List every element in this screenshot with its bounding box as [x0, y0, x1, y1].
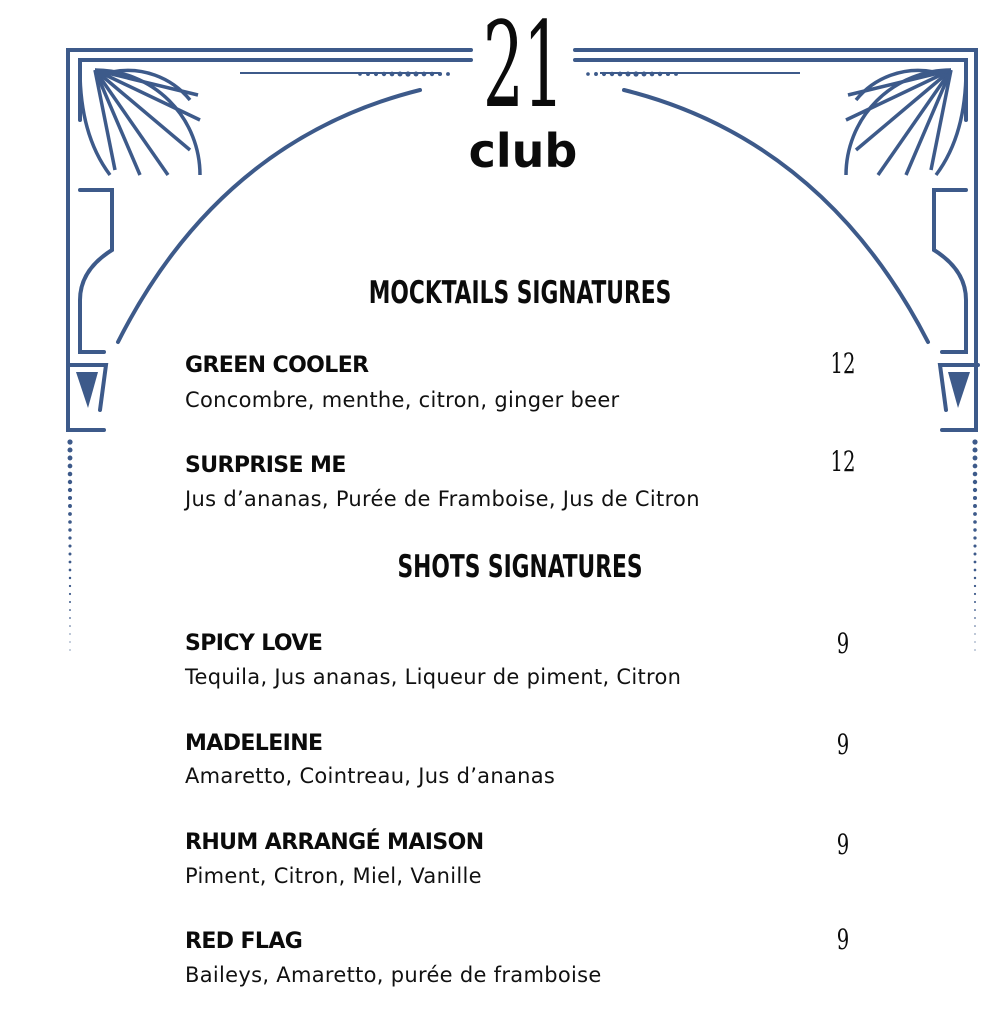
item-description: Baileys, Amaretto, purée de framboise — [185, 963, 602, 987]
item-name: SURPRISE ME — [185, 453, 346, 478]
item-description: Tequila, Jus ananas, Liqueur de piment, Citron — [185, 665, 682, 689]
section-title-shots: SHOTS SIGNATURES — [397, 549, 643, 585]
logo-number: 21 — [482, 0, 564, 134]
item-price: 9 — [836, 923, 850, 956]
item-price: 9 — [836, 728, 850, 761]
logo-word: club — [468, 124, 578, 178]
item-price: 12 — [830, 347, 856, 380]
section-title-mocktails: MOCKTAILS SIGNATURES — [368, 275, 672, 311]
item-description: Concombre, menthe, citron, ginger beer — [185, 388, 620, 412]
item-description: Jus d’ananas, Purée de Framboise, Jus de Citron — [185, 487, 700, 511]
item-price: 12 — [830, 445, 856, 478]
item-price: 9 — [836, 627, 850, 660]
item-price: 9 — [836, 828, 850, 861]
item-name: GREEN COOLER — [185, 353, 369, 378]
item-description: Piment, Citron, Miel, Vanille — [185, 864, 482, 888]
item-name: MADELEINE — [185, 731, 323, 756]
item-name: SPICY LOVE — [185, 631, 323, 656]
item-description: Amaretto, Cointreau, Jus d’ananas — [185, 764, 556, 788]
item-name: RHUM ARRANGÉ MAISON — [185, 830, 484, 855]
item-name: RED FLAG — [185, 929, 303, 954]
